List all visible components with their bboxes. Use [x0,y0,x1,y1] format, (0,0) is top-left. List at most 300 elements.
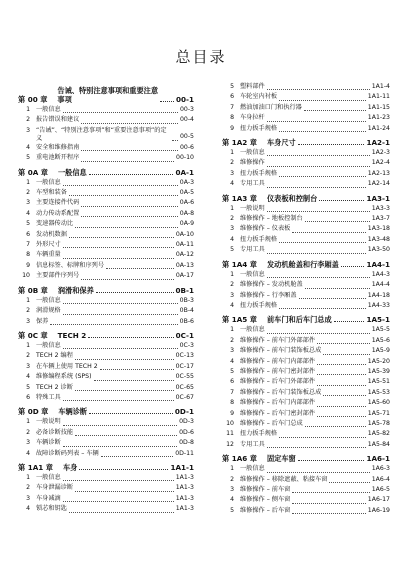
entry-title: 专用工具 [240,440,265,448]
toc-entry[interactable] [222,280,390,290]
toc-entry[interactable] [222,214,390,224]
dot-leader [63,314,178,315]
dot-leader [75,491,174,492]
toc-entry[interactable] [222,124,390,134]
dot-leader [81,279,174,280]
entry-title: 专用工具 [240,246,265,254]
entry-title: 扭力扳手规格 [240,301,278,309]
entry-page: 1A5-53 [367,388,390,396]
chapter-title: 前车门和后车门总成 [266,315,332,325]
entry-title: 一般信息 [240,465,265,473]
chapter-heading[interactable] [18,331,194,340]
toc-entry[interactable] [222,270,390,280]
toc-entry[interactable] [18,341,194,351]
toc-entry[interactable] [222,169,390,179]
entry-number: 1 [230,204,234,212]
entry-page: 00-4 [179,116,194,124]
dot-leader [81,150,178,151]
dot-leader [279,176,366,177]
toc-entry[interactable] [222,495,390,505]
dot-leader [75,390,174,391]
entry-title: 一般信息 [240,326,265,334]
toc-entry[interactable] [18,438,194,448]
entry-title: 一般信息 [240,270,265,278]
entry-title: 车辆重量 [36,251,61,259]
dot-leader [317,406,366,407]
entry-number: 3 [26,317,30,325]
entry-title: 维修操作 – 移除遮蔽、粘接车窗 [240,475,328,483]
dot-leader [334,321,365,322]
dot-leader [81,206,177,207]
dot-leader [329,482,369,483]
entry-title: 专用工具 [240,180,265,188]
entry-title: 特殊工具 [36,393,61,401]
entry-page: 0A-6 [179,199,194,207]
dot-leader [267,155,370,156]
chapter-page: 0C-1 [175,330,194,340]
entry-page: 1A4-18 [367,291,390,299]
toc-entry[interactable] [18,483,194,493]
entry-page: 1A5-9 [371,347,390,355]
dot-leader [279,308,366,309]
entry-title: 维修编程系统 (SPS) [36,373,92,381]
entry-number: 2 [230,475,234,483]
toc-entry[interactable] [18,362,194,372]
entry-title: 主要连接件代码 [36,199,80,207]
entry-title: 扭力扳手规格 [240,124,278,132]
dot-leader [63,185,178,186]
toc-entry[interactable] [18,209,194,219]
entry-title: 一般信息 [36,296,61,304]
dot-leader [267,89,370,90]
entry-number: 1 [26,178,30,186]
toc-entry[interactable] [18,250,194,260]
entry-title: 维修操作 – 后车门密封部件 [240,409,316,417]
toc-entry[interactable] [18,473,194,483]
chapter-title: 发动机舱盖和行李厢盖 [266,259,339,269]
entry-number: 4 [230,180,234,188]
toc-entry[interactable] [18,261,194,271]
dot-leader [63,480,174,481]
entry-title: 一般说明 [36,418,61,426]
dot-leader [305,221,370,222]
entry-number: 4 [26,209,30,217]
dot-leader [63,247,174,248]
entry-title: 润滑规格 [36,307,61,315]
entry-page: 00-3 [179,106,194,113]
entry-number: 2 [230,215,234,223]
entry-page: 1A1-24 [367,124,390,132]
entry-page: 0A-9 [179,220,194,228]
entry-number: 2 [26,428,30,436]
entry-title: 在车辆上使用 TECH 2 [36,362,98,370]
chapter-number: 第 0D 章 [18,407,49,417]
chapter-number: 第 0A 章 [18,167,48,177]
entry-number: 3 [230,486,234,493]
entry-page: 0A-3 [179,178,194,186]
entry-page: 1A1-4 [371,83,390,90]
entry-number: 1 [230,149,234,157]
dot-leader [172,140,178,141]
entry-page: 1A4-3 [371,270,390,278]
toc-entry[interactable] [18,115,194,125]
entry-title: 一般信息 [36,341,61,349]
dot-leader [88,337,173,338]
toc-entry[interactable] [222,506,390,516]
entry-page: 1A1-15 [367,103,390,111]
dot-leader [292,492,369,493]
dot-leader [69,195,178,196]
dot-leader [267,333,370,334]
chapter-heading[interactable] [222,194,390,203]
page-title: 总目录 [175,48,227,66]
dot-leader [317,364,366,365]
toc-entry[interactable] [222,103,390,113]
entry-number: 1 [26,341,30,349]
entry-page: 1A5-78 [367,419,390,427]
entry-title: 维修操作 [240,159,265,167]
entry-number: 3 [230,169,234,177]
entry-page: 0D-8 [179,439,194,447]
entry-page: 0D-11 [175,449,194,457]
chapter-heading[interactable] [18,463,194,472]
entry-number: 6 [230,378,234,386]
toc-entry[interactable] [222,357,390,367]
chapter-heading[interactable] [18,86,194,104]
toc-entry[interactable] [18,153,194,163]
dot-leader [63,258,174,259]
dot-leader [279,131,366,132]
entry-page: 0A-8 [179,209,194,217]
toc-entry[interactable] [222,325,390,335]
entry-page: 1A5-39 [367,367,390,375]
entry-title: 一般信息 [36,106,61,113]
entry-page: 1A6-19 [367,506,390,514]
toc-entry[interactable] [18,230,194,240]
entry-page: 1A6-4 [371,475,390,483]
entry-page: 1A5-20 [367,357,390,365]
entry-number: 5 [26,154,30,162]
dot-leader [317,343,370,344]
entry-page: 0D-6 [179,428,194,436]
entry-title: TECH 2 诊断 [36,383,73,391]
entry-page: 0B-3 [179,296,194,304]
entry-title: 一般信息 [36,178,61,186]
toc-entry[interactable] [18,240,194,250]
entry-title: 维修操作 – 后车门装饰板总成 [240,388,322,396]
toc-entry[interactable] [222,235,390,245]
toc-entry[interactable] [18,126,194,143]
toc-entry[interactable] [222,409,390,419]
entry-number: 5 [230,83,234,90]
entry-page: 0C-3 [179,341,194,349]
toc-entry[interactable] [222,224,390,234]
entry-number: 3 [26,494,30,502]
entry-title: 车型和装备 [36,189,67,197]
entry-page: 0C-65 [175,383,194,391]
dot-leader [292,503,365,504]
chapter-heading[interactable] [222,454,390,463]
entry-page: 0B-6 [179,317,194,325]
entry-number: 1 [26,106,30,113]
chapter-page: 0A-1 [175,167,194,177]
entry-page: 0C-13 [175,352,194,360]
entry-number: 1 [230,326,234,334]
entry-wrap [36,126,194,143]
entry-number: 9 [230,409,234,417]
entry-title: 维修操作 – 前车门装饰板总成 [240,347,322,355]
entry-page: 0D-3 [179,418,194,426]
toc-entry[interactable] [222,429,390,439]
toc-entry[interactable] [18,143,194,153]
entry-number: 3 [26,199,30,207]
chapter-number: 第 1A1 章 [18,462,53,472]
entry-number: 4 [26,449,30,457]
entry-number: 4 [230,235,234,243]
entry-page: 0C-55 [175,373,194,381]
dot-leader [267,277,370,278]
toc-entry[interactable] [222,419,390,429]
toc-entry[interactable] [222,377,390,387]
entry-number: 2 [26,189,30,197]
chapter-title: 车身尺寸 [266,138,296,148]
entry-page: 1A5-60 [367,399,390,407]
entry-title: 维修操作 – 后车门内部部件 [240,399,316,407]
toc-entry[interactable] [18,372,194,382]
chapter-title: 车辆诊断 [58,407,88,417]
toc-column-left [18,82,194,515]
dot-leader [267,211,370,212]
dot-leader [81,216,177,217]
dot-leader [279,437,366,438]
chapter-heading[interactable] [18,286,194,295]
entry-number: 1 [230,270,234,278]
entry-title: 故障诊断码列表 – 车辆 [36,449,99,457]
entry-title: 扭力扳手规格 [240,235,278,243]
toc-entry[interactable] [222,158,390,168]
chapter-title: 固定车窗 [266,454,296,464]
entry-title: 重电池断开程序 [36,154,80,162]
dot-leader [267,447,366,448]
chapter-heading[interactable] [222,315,390,324]
entry-page: 1A5-82 [367,430,390,438]
entry-number: 4 [26,373,30,381]
dot-leader [89,413,173,414]
dot-leader [96,292,174,293]
entry-number: 12 [226,440,234,448]
toc-entry[interactable] [18,198,194,208]
chapter-number: 第 1A3 章 [222,193,257,203]
dot-leader [305,426,366,427]
entry-page: 1A2-4 [371,159,390,167]
entry-title: 锁芯和钥匙 [36,505,67,513]
dot-leader [305,288,370,289]
entry-title: TECH 2 编程 [36,352,73,360]
entry-title: 维修操作 – 后车门外部部件 [240,378,316,386]
entry-page: 1A1-23 [367,114,390,122]
entry-page: 1A3-3 [371,204,390,212]
entry-title: 维修操作 – 仪表板 [240,225,291,233]
entry-number: 5 [230,506,234,514]
entry-page: 00-6 [179,143,194,151]
chapter-title: 车身 [62,462,78,472]
chapter-page: 1A6-1 [366,454,390,464]
dot-leader [317,374,366,375]
chapter-number: 第 1A2 章 [222,138,257,148]
dot-leader [341,266,365,267]
dot-leader [323,395,366,396]
entry-title: 车辆诊断 [36,439,61,447]
entry-page: 1A5-6 [371,336,390,344]
entry-page: 1A3-48 [367,235,390,243]
toc-entry[interactable] [18,219,194,229]
toc-entry[interactable] [222,388,390,398]
entry-number: 10 [22,272,30,280]
entry-title: 信息标签、标牌和序列号 [36,261,105,269]
dot-leader [79,469,168,470]
toc-entry[interactable] [18,417,194,427]
entry-page: 1A1-3 [175,505,194,513]
chapter-page: 1A1-1 [170,462,194,472]
entry-number: 11 [226,430,234,438]
dot-leader [317,416,366,417]
toc-entry[interactable] [18,428,194,438]
entry-number: 1 [230,465,234,473]
toc-entry[interactable] [18,271,194,281]
toc-entry[interactable] [18,178,194,188]
chapter-heading[interactable] [18,407,194,416]
entry-number: 5 [230,246,234,254]
toc-entry[interactable] [222,204,390,214]
toc-entry[interactable] [18,393,194,403]
toc-entry[interactable] [222,245,390,255]
entry-title: 车身泄漏诊断 [36,484,74,492]
entry-number: 3 [230,291,234,299]
dot-leader [69,512,174,513]
entry-title: “告诫”、“特别注意事项”和“重要注意事项”的定义 [36,126,167,142]
chapter-page: 1A3-1 [366,193,390,203]
entry-page: 1A4-4 [371,281,390,289]
dot-leader [267,121,366,122]
toc-entry[interactable] [222,291,390,301]
toc-entry[interactable] [222,82,390,92]
toc-entry[interactable] [222,179,390,189]
entry-title: 塑料部件 [240,83,265,90]
entry-number: 6 [230,93,234,101]
dot-leader [304,110,366,111]
toc-entry[interactable] [18,383,194,393]
toc-entry[interactable] [18,105,194,115]
entry-title: 安全和维修指南 [36,143,80,151]
toc-entry[interactable] [222,464,390,474]
entry-number: 8 [230,399,234,407]
entry-page: 1A5-84 [367,440,390,448]
dot-leader [63,303,178,304]
chapter-page: 1A4-1 [366,259,390,269]
toc-entry[interactable] [222,92,390,102]
toc-entry[interactable] [222,346,390,356]
dot-leader [75,359,174,360]
dot-leader [160,101,174,102]
toc-entry[interactable] [222,367,390,377]
chapter-heading[interactable] [222,138,390,147]
chapter-page: 1A2-1 [366,138,390,148]
toc-entry[interactable] [18,504,194,514]
entry-title: 必备诊断技能 [36,428,74,436]
chapter-number: 第 0C 章 [18,330,48,340]
toc-entry[interactable] [222,475,390,485]
entry-number: 10 [226,419,234,427]
chapter-heading[interactable] [222,260,390,269]
toc-entry[interactable] [222,398,390,408]
entry-number: 3 [230,225,234,233]
entry-number: 3 [26,439,30,447]
dot-leader [63,446,177,447]
toc-entry[interactable] [222,485,390,495]
entry-title: 一般信息 [36,473,61,481]
entry-number: 2 [230,159,234,167]
entry-title: 维修操作 – 侧车窗 [240,496,291,504]
entry-page: 0A-5 [179,189,194,197]
entry-title: 维修操作 – 行李厢盖 [240,291,297,299]
toc-entry[interactable] [222,440,390,450]
entry-page: 0A-10 [175,230,194,238]
dot-leader [69,237,174,238]
entry-number: 4 [230,357,234,365]
entry-page: 1A3-50 [367,246,390,254]
chapter-page: 00-1 [176,95,194,104]
toc-entry[interactable] [18,317,194,327]
entry-number: 3 [26,126,30,134]
entry-number: 2 [26,484,30,492]
entry-number: 4 [26,505,30,513]
dot-leader [63,400,174,401]
toc-entry[interactable] [222,148,390,158]
entry-number: 3 [230,347,234,355]
entry-title: 维修操作 – 后车门总成 [240,419,303,427]
entry-page: 0A-17 [175,272,194,280]
dot-leader [94,380,174,381]
toc-entry[interactable] [18,296,194,306]
toc-entry[interactable] [222,113,390,123]
entry-page: 1A1-3 [175,494,194,502]
entry-title: 变速器传动比 [36,220,74,228]
toc-entry[interactable] [222,336,390,346]
chapter-heading[interactable] [18,168,194,177]
entry-page: 0A-12 [175,251,194,259]
entry-number: 4 [230,301,234,309]
entry-number: 1 [26,473,30,481]
toc-entry[interactable] [18,188,194,198]
entry-page: 1A6-3 [371,465,390,473]
dot-leader [101,456,173,457]
toc-entry[interactable] [18,306,194,316]
toc-entry[interactable] [18,449,194,459]
chapter-page: 0B-1 [175,285,194,295]
chapter-page: 1A5-1 [366,315,390,325]
entry-number: 9 [26,261,30,269]
chapter-number: 第 1A5 章 [222,315,257,325]
toc-entry[interactable] [18,351,194,361]
chapter-number: 第 1A6 章 [222,454,257,464]
toc-entry[interactable] [222,301,390,311]
entry-title: 扭力扳手规格 [240,169,278,177]
entry-title: 外形尺寸 [36,241,61,249]
entry-number: 4 [230,496,234,504]
entry-page: 1A1-3 [175,484,194,492]
toc-entry[interactable] [18,494,194,504]
entry-title: 车轮室内衬板 [240,93,278,101]
